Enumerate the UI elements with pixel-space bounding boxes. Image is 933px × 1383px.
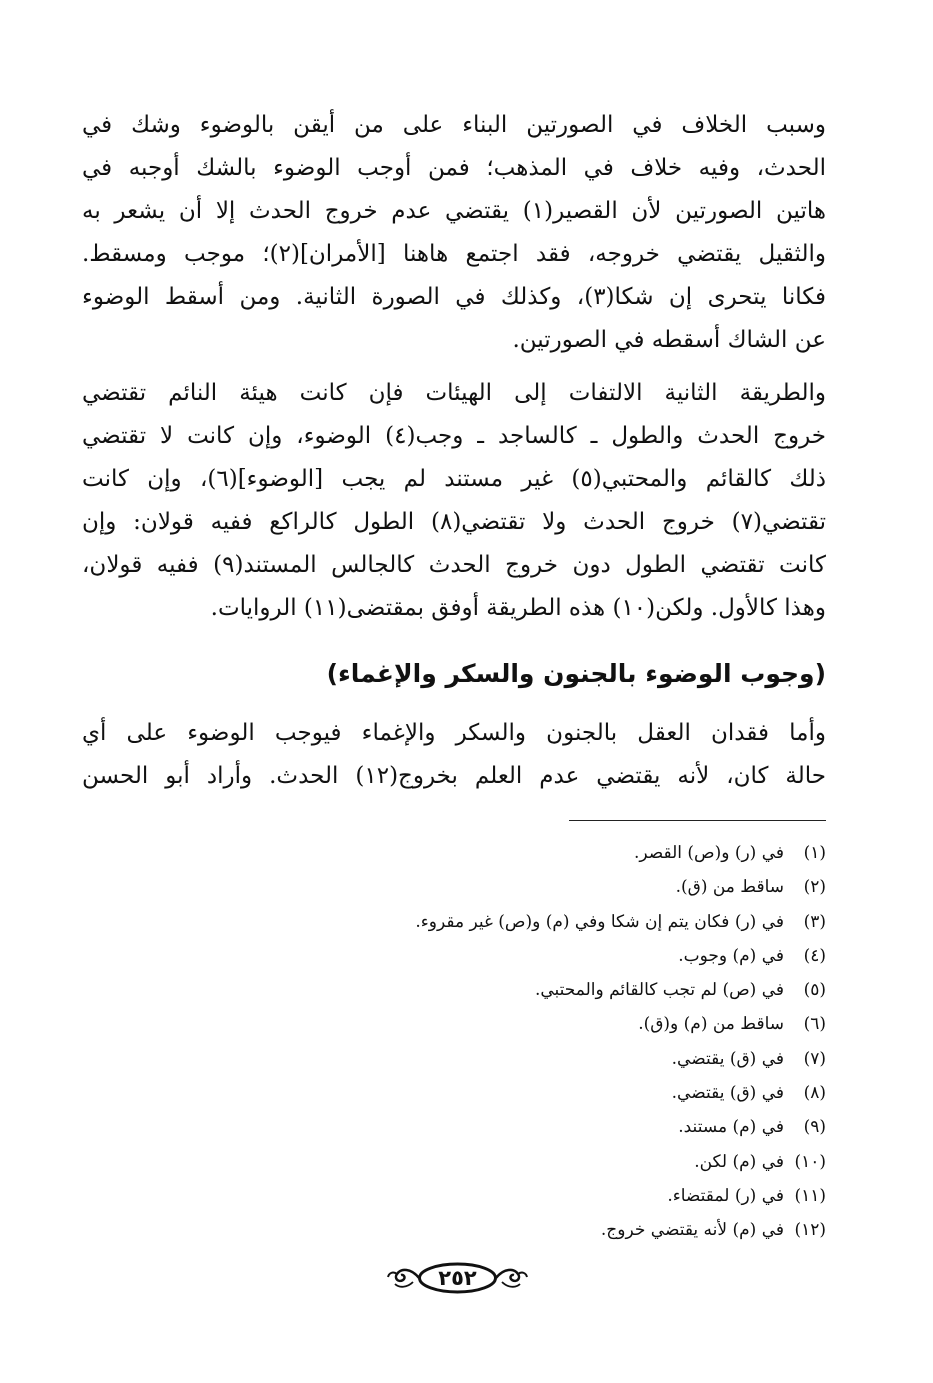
footnote-number: (٤) xyxy=(803,945,826,966)
footnote-number: (٣) xyxy=(803,911,826,932)
text-line: هاتين الصورتين لأن القصير(١) يقتضي عدم خروج الحدث إلا أن يشعر به xyxy=(82,198,826,224)
footnote-text: في (ق) يقتضي. xyxy=(671,1083,784,1104)
paragraph-1 xyxy=(82,104,826,362)
footnote-text: في (ر) و(ص) القصر. xyxy=(633,843,784,863)
paragraph-2 xyxy=(82,372,826,630)
text-line: والثقيل يقتضي خروجه، فقد اجتمع هاهنا [الأمران](٢)؛ موجب ومسقط. xyxy=(82,241,826,267)
footnote-text: في (ر) لمقتضاء. xyxy=(667,1185,784,1206)
page-number-ornament xyxy=(385,1256,530,1300)
footnote-text: في (م) لأنه يقتضي خروج. xyxy=(600,1220,784,1241)
footnote-number: (١١) xyxy=(794,1185,826,1206)
text-line: الحدث، وفيه خلاف في المذهب؛ فمن أوجب الوضوء بالشك أوجبه في xyxy=(82,155,826,181)
text-line: وهذا كالأول. ولكن(١٠) هذه الطريقة أوفق بمقتضى(١١) الروايات. xyxy=(210,595,826,621)
footnote-text: في (ق) يقتضي. xyxy=(671,1048,784,1069)
footnote-item xyxy=(415,870,826,904)
footnote-item xyxy=(415,1213,826,1247)
text-line: وسبب الخلاف في الصورتين البناء على من أيقن بالوضوء وشك في xyxy=(82,112,826,138)
footnote-number: (١٠) xyxy=(794,1151,826,1172)
footnote-item xyxy=(415,1076,826,1110)
footnote-item xyxy=(415,973,826,1007)
text-line: عن الشاك أسقطه في الصورتين. xyxy=(512,327,826,353)
footnotes-list xyxy=(415,836,826,1248)
text-line: وأما فقدان العقل بالجنون والسكر والإغماء فيوجب الوضوء على أي xyxy=(82,720,826,746)
footnote-number: (٦) xyxy=(803,1014,826,1035)
footnote-number: (٢) xyxy=(803,877,826,898)
text-line: خروج الحدث والطول ـ كالساجد ـ وجب(٤) الوضوء، وإن كانت لا تقتضي xyxy=(82,423,826,449)
footnote-item xyxy=(415,1145,826,1179)
footnote-text: في (ص) لم تجب كالقائم والمحتبي. xyxy=(534,980,784,1001)
footnote-text: ساقط من (م) و(ق). xyxy=(638,1014,784,1035)
section-heading: (وجوب الوضوء بالجنون والسكر والإغماء) xyxy=(326,659,826,688)
page-number: ٢٥٢ xyxy=(438,1266,477,1290)
footnote-item xyxy=(415,939,826,973)
text-line: تقتضي(٧) خروج الحدث ولا تقتضي(٨) الطول كالراكع ففيه قولان: وإن xyxy=(82,509,827,535)
text-line: والطريقة الثانية الالتفات إلى الهيئات فإن كانت هيئة النائم تقتضي xyxy=(82,380,826,406)
footnote-number: (٨) xyxy=(803,1083,826,1104)
footnote-text: في (م) لكن. xyxy=(694,1151,784,1172)
footnote-text: في (ر) فكان يتم إن شكا وفي (م) و(ص) غير مقروء. xyxy=(415,911,784,932)
text-line: ذلك كالقائم والمحتبي(٥) غير مستند لم يجب [الوضوء](٦)، وإن كانت xyxy=(82,466,826,492)
footnote-number: (٥) xyxy=(803,980,826,1001)
footnote-number: (١٢) xyxy=(794,1220,826,1241)
footnote-item xyxy=(415,1042,826,1076)
footnote-text: ساقط من (ق). xyxy=(675,877,784,898)
book-page xyxy=(82,0,826,1383)
footnote-divider xyxy=(569,820,826,821)
footnote-item xyxy=(415,1007,826,1041)
footnote-number: (٧) xyxy=(803,1048,826,1069)
text-line: فكانا يتحرى إن شكا(٣)، وكذلك في الصورة الثانية. ومن أسقط الوضوء xyxy=(82,284,826,310)
footnote-item xyxy=(415,1179,826,1213)
footnote-number: (١) xyxy=(803,843,826,863)
footnote-text: في (م) مستند. xyxy=(678,1117,784,1138)
text-line: كانت تقتضي الطول دون خروج الحدث كالجالس المستند(٩) ففيه قولان، xyxy=(82,552,826,578)
footnote-text: في (م) وجوب. xyxy=(678,945,784,966)
footnote-item xyxy=(415,836,826,870)
footnote-number: (٩) xyxy=(803,1117,826,1138)
footnote-item xyxy=(415,1110,826,1144)
paragraph-3 xyxy=(82,712,826,798)
footnote-item xyxy=(415,905,826,939)
text-line: حالة كان، لأنه يقتضي عدم العلم بخروج(١٢) الحدث. وأراد أبو الحسن xyxy=(82,763,826,789)
